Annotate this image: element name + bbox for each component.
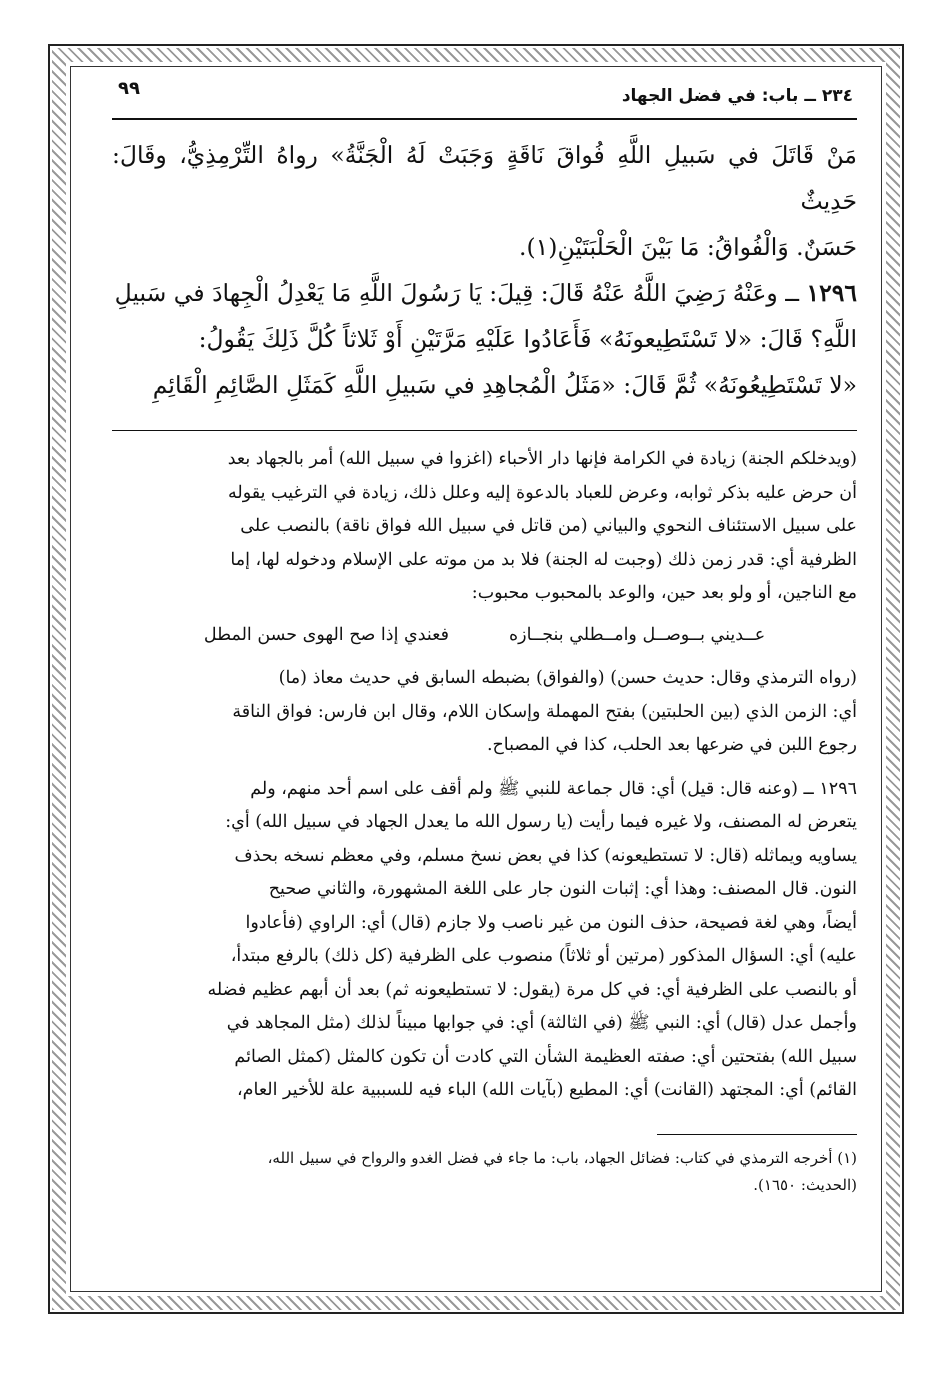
commentary-line: يتعرض له المصنف، ولا غيره فيما رأيت (يا رسول الله ما يعدل الجهاد في سبيل الله) أي: bbox=[225, 812, 857, 832]
running-head: ٢٣٤ ــ باب: في فضل الجهاد bbox=[621, 86, 853, 106]
commentary-line: مع الناجين، أو ولو بعد حين، والوعد بالمحبوب محبوب: bbox=[471, 583, 857, 603]
matn-line: «لا تَسْتَطِيعُونَهُ» ثُمَّ قَالَ: «مَثَلُ الْمُجاهِدِ في سَبيلِ اللَّهِ كَمَثَلِ الصَّائِمِ الْقَائِمِ bbox=[152, 371, 857, 399]
hadith-text bbox=[112, 132, 857, 408]
commentary-line: على سبيل الاستئناف النحوي والبياني (من قاتل في سبيل الله فواق ناقة) بالنصب على bbox=[240, 516, 857, 536]
matn-line-text: ــ وعَنْهُ رَضِيَ اللَّهُ عَنْهُ قَالَ: قِيلَ: يَا رَسُولَ اللَّهِ مَا يَعْدِلُ الْجِهادَ في سَبيلِ bbox=[114, 279, 800, 307]
hadith-number: ١٢٩٦ bbox=[806, 279, 857, 307]
footnote-line: (الحديث: ١٦٥٠). bbox=[753, 1175, 857, 1194]
commentary-line: عليه) أي: السؤال المذكور (مرتين أو ثلاثاً) منصوب على الظرفية (كل ذلك) بالرفع مبتدأ، bbox=[230, 946, 857, 966]
commentary-line: ١٢٩٦ ــ (وعنه قال: قيل) أي: قال جماعة للنبي ﷺ ولم أقف على اسم أحد منهم، ولم bbox=[250, 778, 857, 799]
matn-line: حَسَنٌ. وَالْفُواقُ: مَا بَيْنَ الْحَلْبَتَيْنِ(١). bbox=[519, 233, 857, 261]
commentary-line: وأجمل عدل (قال) أي: النبي ﷺ (في الثالثة) أي: في جوابها مبيناً لذلك (مثل المجاهد في bbox=[226, 1013, 857, 1033]
commentary-line: أي: الزمن الذي (بين الحلبتين) بفتح المهملة وإسكان اللام، وقال ابن فارس: فواق الناقة bbox=[232, 701, 857, 722]
commentary-line: سبيل الله) بفتحتين أي: صفته العظيمة الشأن التي كادت أن تكون كالمثل (كمثل الصائم bbox=[234, 1046, 857, 1067]
commentary-line: أن حرض عليه بذكر ثوابه، وعرض للعباد بالدعوة إليه وعلل ذلك، زيادة في الترغيب يقوله bbox=[227, 482, 857, 503]
book-page bbox=[112, 72, 857, 1282]
page-header bbox=[112, 72, 857, 120]
commentary bbox=[112, 443, 857, 1108]
footnote bbox=[112, 1145, 857, 1199]
commentary-line: رجوع اللبن في ضرعها بعد الحلب، كذا في المصباح. bbox=[486, 735, 857, 755]
poetry-verse bbox=[112, 619, 857, 653]
commentary-line: القائم) أي: المجتهد (القانت) أي: المطيع (بآيات الله) الباء فيه للسببية علة للأخير العام، bbox=[237, 1080, 857, 1100]
page-number: ٩٩ bbox=[118, 78, 140, 99]
matn-line bbox=[112, 270, 857, 316]
commentary-line: (ويدخلكم الجنة) زيادة في الكرامة فإنها دار الأحباء (اغزوا في سبيل الله) أمر بالجهاد بعد bbox=[227, 449, 857, 469]
verse-hemistich-first: عــديني بــوصــل وامــطلي بنجــازه bbox=[508, 624, 766, 645]
commentary-line: النون. قال المصنف: وهذا أي: إثبات النون جار على اللغة المشهورة، والثاني صحيح bbox=[268, 879, 857, 899]
footnote-line: (١) أخرجه الترمذي في كتاب: فضائل الجهاد، باب: ما جاء في فضل الغدو والرواح في سبيل الله، bbox=[267, 1148, 857, 1167]
commentary-line: (رواه الترمذي وقال: حديث حسن) (والفواق) بضبطه السابق في حديث معاذ (ما) bbox=[278, 668, 857, 688]
commentary-line: يساويه ويماثله (قال: لا تستطيعونه) كذا في بعض نسخ مسلم، وفي معظم نسخه بحذف bbox=[234, 845, 857, 866]
commentary-line: أو بالنصب على الظرفية أي: في كل مرة (يقول: لا تستطيعونه ثم) بعد أن أبهم عظيم فضله bbox=[207, 979, 857, 1000]
matn-line: مَنْ قَاتَلَ في سَبيلِ اللَّهِ فُواقَ نَاقَةٍ وَجَبَتْ لَهُ الْجَنَّةُ» رواهُ التِّرْمِذِيُّ، وقَالَ: حَدِيثٌ bbox=[112, 141, 857, 215]
section-divider bbox=[112, 430, 857, 431]
footnote-divider bbox=[657, 1134, 857, 1135]
matn-line: اللَّهِ؟ قَالَ: «لا تَسْتَطِيعونَهُ» فَأَعَادُوا عَلَيْهِ مَرَّتَيْنِ أَوْ ثَلاثاً كُلَّ ذَلِكَ يَقُولُ: bbox=[198, 325, 857, 353]
verse-hemistich-second: فعندي إذا صح الهوى حسن المطل bbox=[203, 624, 449, 645]
commentary-line: أيضاً، وهي لغة فصيحة، حذف النون من غير ناصب ولا جازم (قال) أي: الراوي (فأعادوا bbox=[245, 912, 857, 933]
commentary-line: الظرفية أي: قدر زمن ذلك (وجبت له الجنة) فلا بد من موته على الإسلام ودخوله لها، إما bbox=[230, 549, 857, 570]
